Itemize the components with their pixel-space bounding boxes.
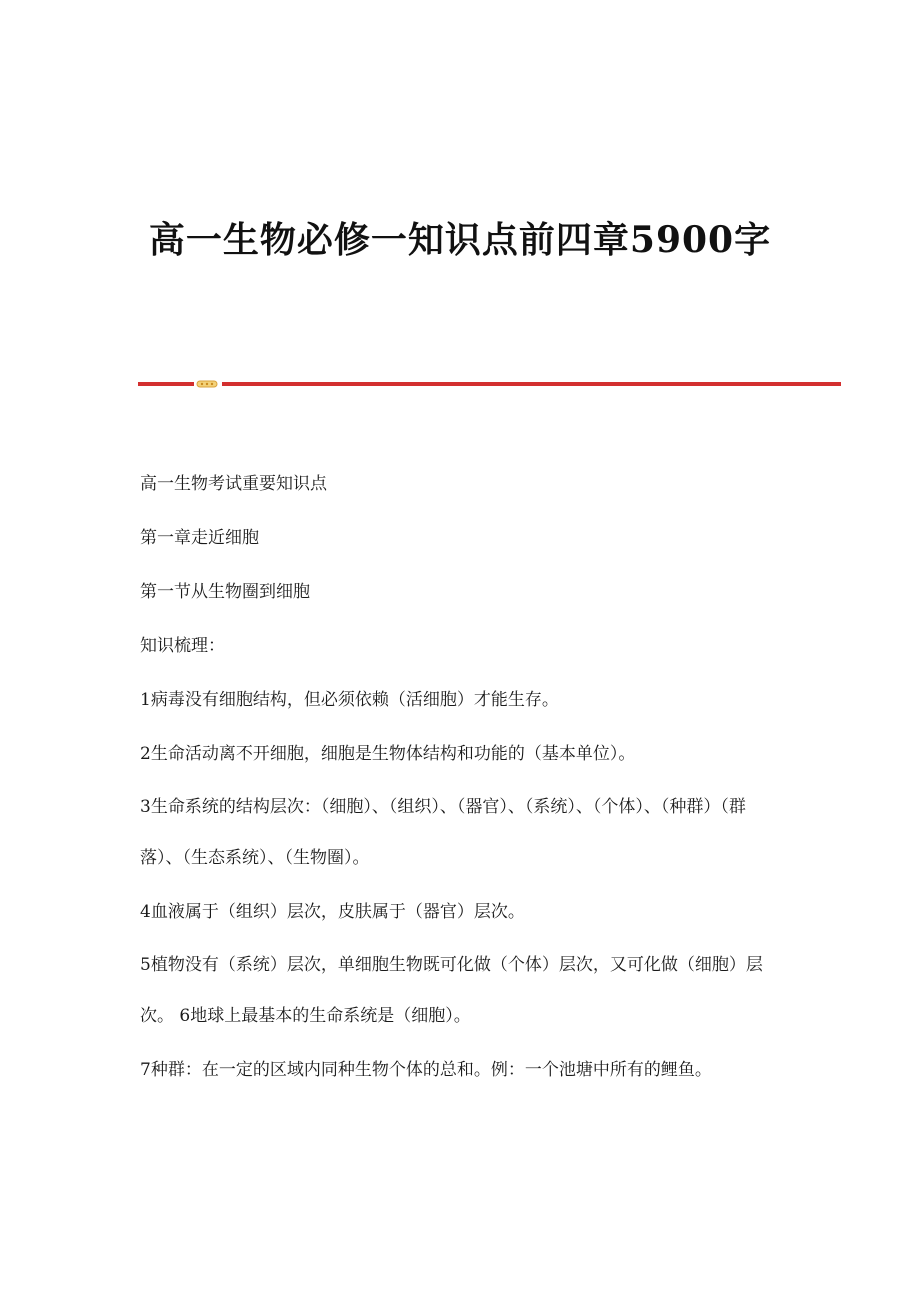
- body-line-point-4: 4血液属于（组织）层次，皮肤属于（器官）层次。: [140, 902, 525, 922]
- body-line-heading: 高一生物考试重要知识点: [140, 474, 327, 494]
- body-line-point-2: 2生命活动离不开细胞，细胞是生物体结构和功能的（基本单位）。: [140, 744, 636, 764]
- body-line-point-3: 3生命系统的结构层次：（细胞）、（组织）、（器官）、（系统）、（个体）、（种群）（群落）、（生态系统）、（生物圈）。: [140, 797, 746, 868]
- divider-bar-right: [222, 382, 841, 386]
- title-divider: [138, 379, 841, 389]
- body-line-summary-label: 知识梳理：: [140, 636, 225, 656]
- body-line-point-5-6: 5植物没有（系统）层次，单细胞生物既可化做（个体）层次，又可化做（细胞）层次。 6地球上最基本的生命系统是（细胞）。: [140, 955, 763, 1026]
- divider-ornament-icon: [196, 380, 218, 388]
- body-line-point-7: 7种群：在一定的区域内同种生物个体的总和。例：一个池塘中所有的鲤鱼。: [140, 1060, 712, 1080]
- body-line-chapter: 第一章走近细胞: [140, 528, 259, 548]
- document-body: [140, 470, 780, 1110]
- divider-bar-left: [138, 382, 194, 386]
- body-line-section: 第一节从生物圈到细胞: [140, 582, 310, 602]
- body-line-point-1: 1病毒没有细胞结构，但必须依赖（活细胞）才能生存。: [140, 690, 559, 710]
- document-title: 高一生物必修一知识点前四章5900字: [148, 219, 772, 261]
